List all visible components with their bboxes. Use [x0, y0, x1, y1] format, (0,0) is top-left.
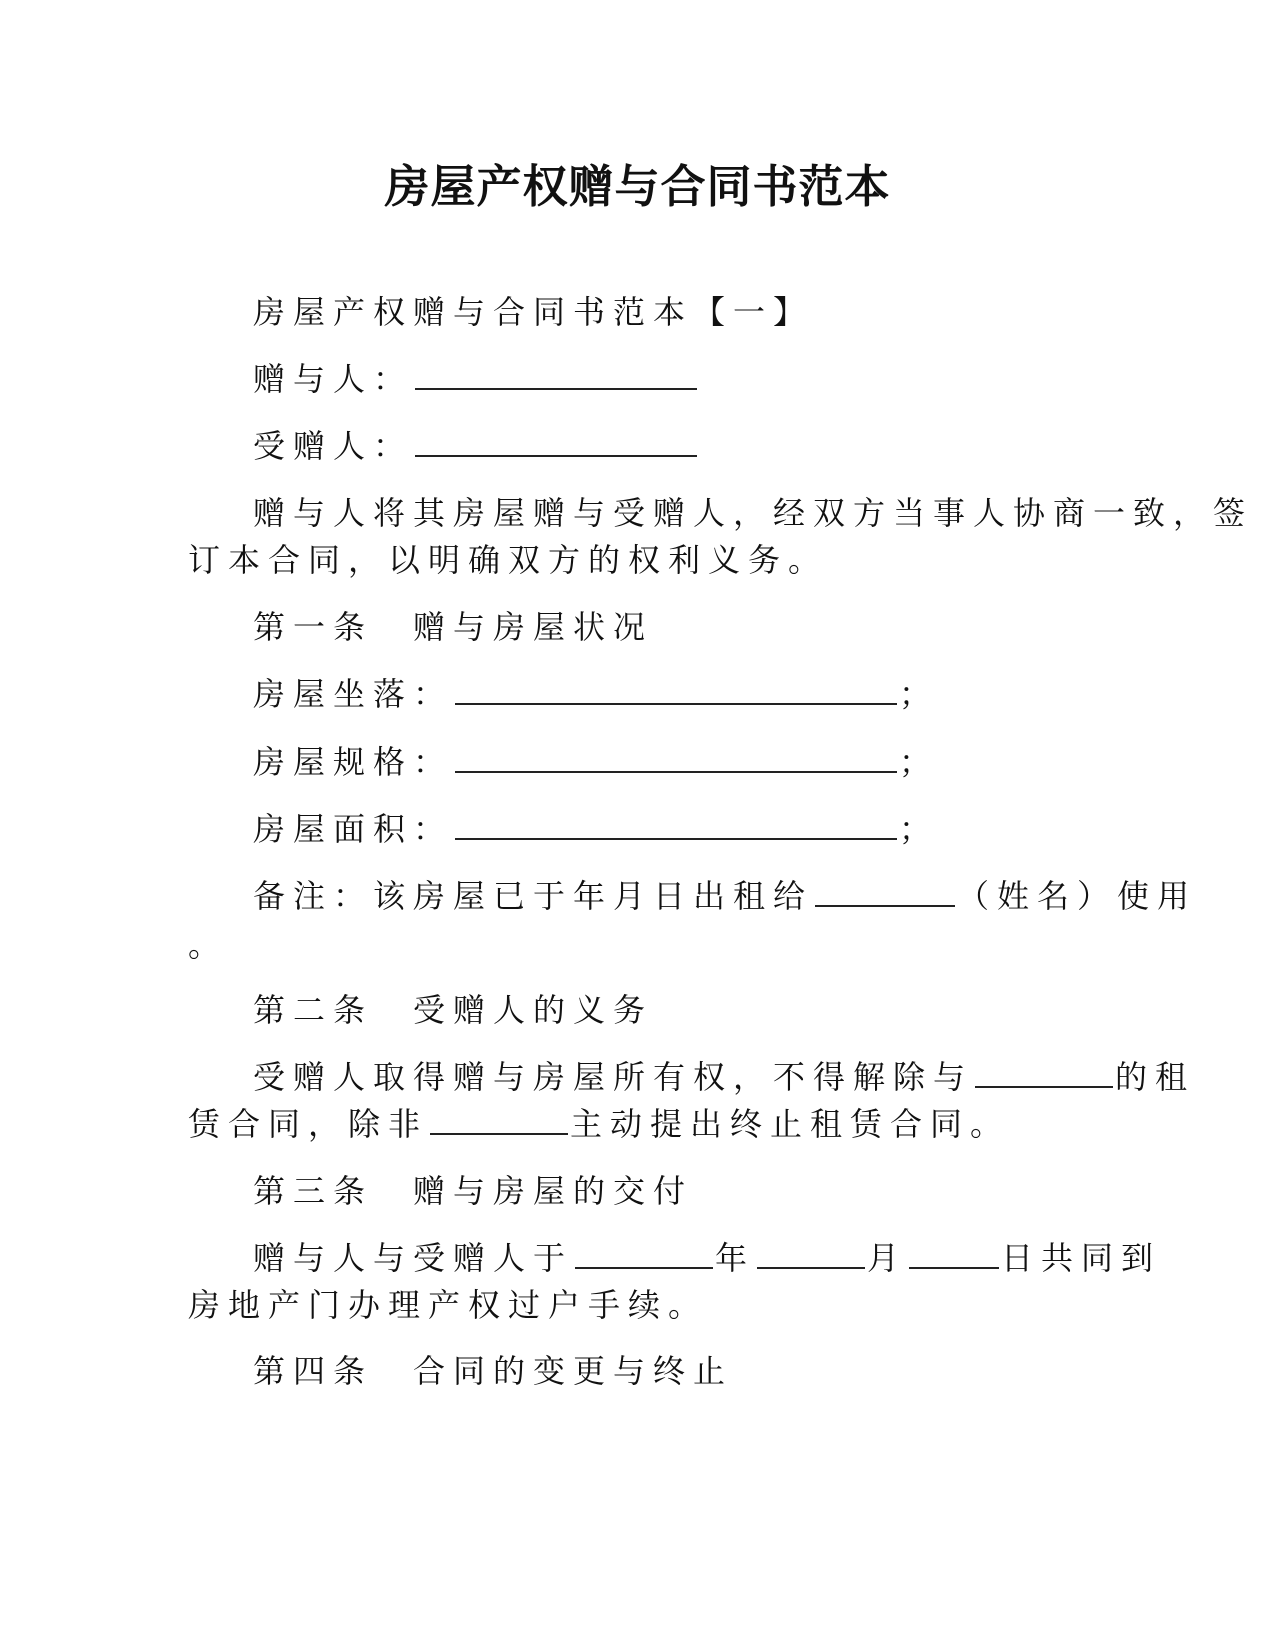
location-semicolon: ；: [899, 675, 940, 713]
area-line: [253, 807, 939, 851]
year-blank[interactable]: [575, 1237, 713, 1269]
spec-blank[interactable]: [455, 741, 897, 773]
intro-line-2: 订本合同，以明确双方的权利义务。: [188, 541, 829, 579]
month-label: 月: [867, 1239, 908, 1277]
document-title: 房屋产权赠与合同书范本: [384, 160, 891, 213]
article3-line-1: [253, 1236, 1161, 1280]
article2-line1-suffix: 的租: [1115, 1058, 1196, 1096]
article3-line-2: 房地产门办理产权过户手续。: [188, 1286, 709, 1324]
spec-semicolon: ；: [899, 743, 940, 781]
spec-label: 房屋规格：: [253, 743, 454, 781]
donor-blank[interactable]: [415, 358, 697, 390]
spec-line: [253, 740, 939, 784]
article3-line1-prefix: 赠与人与受赠人于: [253, 1239, 574, 1277]
article2-line-1: [253, 1055, 1195, 1099]
day-blank[interactable]: [909, 1237, 999, 1269]
location-blank[interactable]: [455, 673, 897, 705]
intro-line-1: 赠与人将其房屋赠与受赠人，经双方当事人协商一致，签: [253, 494, 1254, 532]
article4-heading: 第四条 合同的变更与终止: [253, 1352, 734, 1390]
location-label: 房屋坐落：: [253, 675, 454, 713]
area-blank[interactable]: [455, 808, 897, 840]
donee-line: [253, 424, 699, 468]
year-label: 年: [715, 1239, 756, 1277]
note-line: [253, 874, 1197, 918]
tenant-blank-2[interactable]: [430, 1103, 568, 1135]
article3-line1-suffix: 日共同到: [1001, 1239, 1162, 1277]
tenant-blank-1[interactable]: [975, 1056, 1113, 1088]
area-label: 房屋面积：: [253, 810, 454, 848]
note-end: 。: [188, 926, 229, 964]
note-prefix: 备注：该房屋已于年月日出租给: [253, 877, 814, 915]
article1-heading: 第一条 赠与房屋状况: [253, 608, 654, 646]
donor-line: [253, 357, 699, 401]
article2-heading: 第二条 受赠人的义务: [253, 991, 654, 1029]
contract-subtitle: 房屋产权赠与合同书范本【一】: [253, 293, 814, 331]
article2-line2-prefix: 赁合同，除非: [188, 1105, 429, 1143]
article2-line1-prefix: 受赠人取得赠与房屋所有权，不得解除与: [253, 1058, 974, 1096]
donee-blank[interactable]: [415, 425, 697, 457]
location-line: [253, 672, 939, 716]
area-semicolon: ；: [899, 810, 940, 848]
month-blank[interactable]: [757, 1237, 865, 1269]
donor-label: 赠与人：: [253, 360, 414, 398]
article2-line2-suffix: 主动提出终止租赁合同。: [570, 1105, 1011, 1143]
article2-line-2: [188, 1102, 1010, 1146]
tenant-name-blank[interactable]: [815, 875, 955, 907]
note-suffix: （姓名）使用: [957, 877, 1198, 915]
donee-label: 受赠人：: [253, 427, 414, 465]
article3-heading: 第三条 赠与房屋的交付: [253, 1172, 694, 1210]
